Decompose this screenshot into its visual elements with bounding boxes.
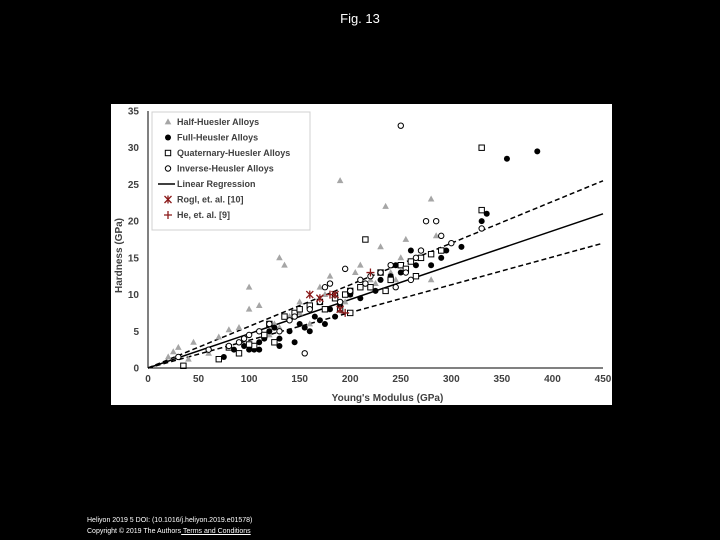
x-tick-label: 350 — [493, 374, 511, 385]
chart-panel — [111, 104, 612, 405]
point-s0-5 — [226, 326, 233, 332]
point-s3-31 — [342, 266, 347, 271]
copyright-text: Copyright © 2019 The Authors — [87, 528, 182, 535]
legend-entry-1 — [165, 133, 258, 143]
point-s3-33 — [246, 332, 251, 337]
point-s2-25 — [479, 207, 484, 212]
citation-text: Heliyon 2019 5 DOI: (10.1016/j.heliyon.2019.e01578) — [87, 517, 253, 524]
y-axis-title: Hardness (GPa) — [114, 217, 125, 294]
point-s3-1 — [206, 347, 211, 352]
legend — [152, 112, 310, 230]
legend-entry-3 — [165, 164, 273, 174]
point-s3-15 — [348, 288, 353, 293]
point-s3-0 — [176, 354, 181, 359]
scatter-chart — [111, 104, 612, 405]
point-s1-33 — [534, 148, 540, 154]
y-tick-label: 0 — [133, 363, 139, 375]
point-s3-12 — [322, 285, 327, 290]
point-s3-28 — [439, 233, 444, 238]
point-s2-17 — [388, 277, 393, 282]
point-s1-38 — [292, 339, 298, 345]
point-s3-16 — [358, 277, 363, 282]
point-s2-1 — [216, 356, 221, 361]
point-s1-39 — [302, 325, 308, 331]
point-s1-37 — [322, 321, 328, 327]
point-s3-17 — [363, 281, 368, 286]
point-s0-17 — [337, 177, 344, 183]
point-s3-6 — [267, 321, 272, 326]
point-s2-33 — [413, 274, 418, 279]
y-tick-label: 5 — [133, 326, 139, 338]
legend-label: He, et. al. [9] — [177, 210, 231, 220]
point-s0-13 — [296, 298, 303, 304]
point-s0-30 — [246, 284, 253, 290]
point-s0-8 — [256, 302, 263, 308]
point-s1-29 — [458, 244, 464, 250]
legend-marker-2 — [165, 150, 170, 155]
point-s2-24 — [363, 237, 368, 242]
point-s2-27 — [322, 307, 327, 312]
legend-label: Quaternary-Huesler Alloys — [177, 148, 291, 158]
point-s3-21 — [393, 285, 398, 290]
point-s2-4 — [262, 332, 267, 337]
legend-marker-1 — [165, 135, 171, 141]
point-s2-23 — [439, 248, 444, 253]
point-s1-36 — [332, 314, 338, 320]
x-tick-label: 450 — [594, 374, 612, 385]
legend-label: Full-Heusler Alloys — [177, 132, 259, 143]
point-s0-32 — [281, 262, 288, 268]
point-s2-29 — [272, 340, 277, 345]
point-s1-10 — [287, 328, 293, 334]
terms-link[interactable]: Terms and Conditions — [181, 528, 251, 535]
legend-label: Rogl, et. al. [10] — [177, 194, 244, 205]
x-tick-label: 0 — [145, 374, 151, 385]
point-s4-1 — [316, 294, 323, 302]
y-tick-label: 10 — [127, 290, 139, 302]
point-s1-14 — [317, 317, 323, 323]
point-s2-15 — [368, 285, 373, 290]
point-s0-0 — [165, 353, 172, 359]
point-s1-12 — [307, 328, 313, 334]
x-tick-label: 250 — [392, 374, 410, 385]
y-tick-label: 25 — [127, 179, 139, 191]
point-s0-34 — [327, 273, 334, 279]
legend-marker-3 — [165, 166, 170, 171]
point-s1-18 — [357, 295, 363, 301]
x-tick-label: 100 — [240, 374, 258, 385]
point-s0-41 — [428, 276, 435, 282]
point-s2-2 — [236, 351, 241, 356]
copyright-line — [87, 526, 252, 537]
footer — [87, 515, 252, 537]
x-tick-label: 150 — [291, 374, 309, 385]
point-s3-2 — [226, 343, 231, 348]
point-s1-27 — [438, 255, 444, 261]
point-s3-26 — [423, 218, 428, 223]
legend-entry-5 — [165, 195, 244, 205]
point-s3-24 — [413, 255, 418, 260]
legend-label: Linear Regression — [177, 179, 256, 189]
point-s1-11 — [297, 321, 303, 327]
x-tick-label: 50 — [192, 374, 205, 385]
point-s1-26 — [428, 262, 434, 268]
legend-entry-0 — [165, 117, 260, 127]
point-s0-4 — [215, 334, 222, 340]
point-s0-25 — [403, 236, 410, 242]
point-s1-32 — [504, 156, 510, 162]
point-s0-24 — [397, 254, 404, 260]
point-s3-30 — [479, 226, 484, 231]
legend-label: Half-Huesler Alloys — [177, 117, 260, 127]
point-s2-32 — [383, 288, 388, 293]
point-s0-6 — [236, 324, 243, 330]
y-tick-label: 30 — [127, 143, 139, 155]
point-s2-6 — [282, 314, 287, 319]
point-s2-30 — [246, 342, 251, 347]
point-s3-19 — [378, 270, 383, 275]
legend-label: Inverse-Heusler Alloys — [177, 163, 274, 174]
point-s3-20 — [388, 263, 393, 268]
point-s0-38 — [352, 269, 359, 275]
legend-entry-2 — [165, 148, 290, 158]
point-s2-26 — [479, 145, 484, 150]
point-s3-34 — [327, 281, 332, 286]
point-s2-8 — [297, 307, 302, 312]
confidence-bound-line-2 — [148, 243, 603, 368]
point-s3-29 — [449, 240, 454, 245]
point-s0-19 — [357, 262, 364, 268]
point-s1-13 — [312, 314, 318, 320]
x-axis-title: Young's Modulus (GPa) — [331, 393, 444, 404]
point-s0-7 — [246, 306, 253, 312]
point-s0-22 — [382, 203, 389, 209]
point-s1-30 — [479, 218, 485, 224]
point-s2-20 — [408, 259, 413, 264]
y-tick-label: 35 — [127, 106, 139, 118]
point-s3-4 — [241, 336, 246, 341]
x-tick-label: 300 — [442, 374, 460, 385]
point-s1-23 — [408, 248, 414, 254]
point-s3-7 — [277, 329, 282, 334]
point-s1-20 — [378, 277, 384, 283]
point-s3-25 — [418, 248, 423, 253]
point-s3-3 — [236, 340, 241, 345]
point-s0-3 — [190, 339, 197, 345]
point-s3-14 — [337, 299, 342, 304]
point-s3-27 — [433, 218, 438, 223]
point-s3-32 — [292, 314, 297, 319]
point-s3-22 — [398, 123, 403, 128]
point-s0-28 — [428, 196, 435, 202]
point-s3-10 — [307, 307, 312, 312]
point-s0-31 — [276, 254, 283, 260]
point-s3-23 — [403, 270, 408, 275]
y-tick-label: 20 — [127, 216, 139, 228]
point-s4-0 — [306, 291, 313, 299]
point-s2-22 — [428, 251, 433, 256]
point-s0-21 — [377, 243, 384, 249]
point-s0-2 — [175, 344, 182, 350]
point-s3-9 — [302, 351, 307, 356]
point-s3-8 — [287, 318, 292, 323]
point-s3-5 — [257, 329, 262, 334]
figure-title: Fig. 13 — [340, 11, 380, 26]
point-s2-14 — [358, 285, 363, 290]
x-tick-label: 400 — [544, 374, 561, 385]
x-tick-label: 200 — [341, 374, 359, 385]
point-s3-35 — [408, 277, 413, 282]
y-tick-label: 15 — [127, 253, 139, 265]
